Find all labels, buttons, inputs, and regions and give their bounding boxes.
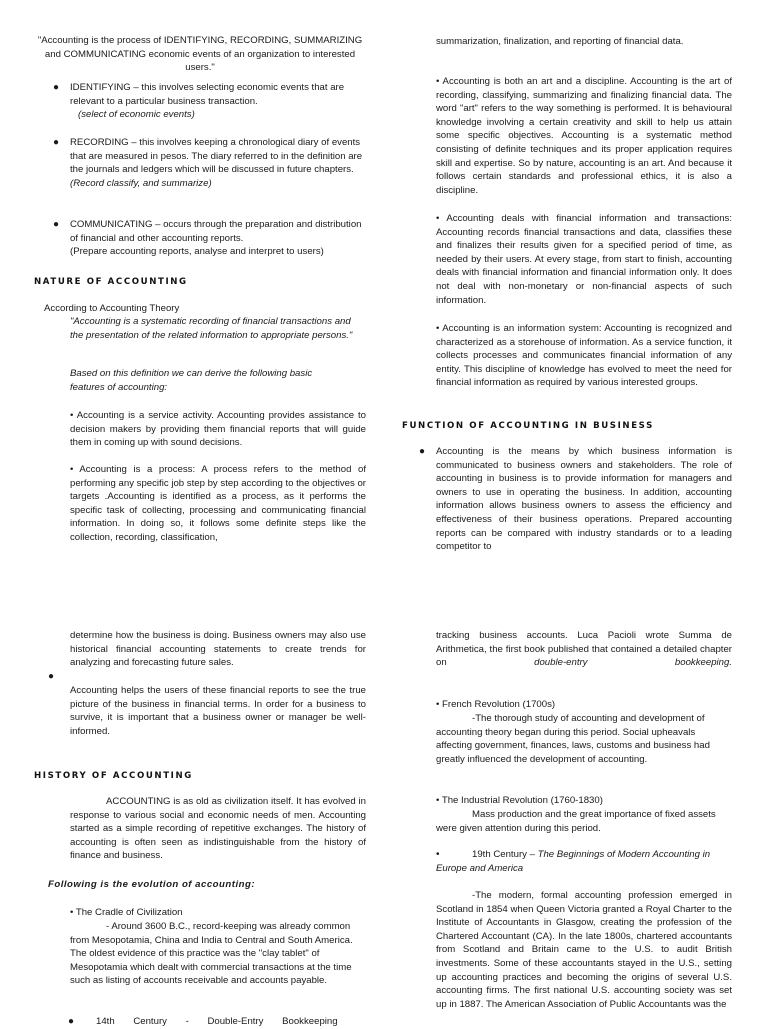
theory-label: According to Accounting Theory	[44, 303, 180, 314]
bullet-dot: ●	[68, 1016, 75, 1027]
evolution-heading: Following is the evolution of accounting:	[48, 879, 256, 890]
determine-text: determine how the business is doing. Business owners may also use historical financial accounting statements to create trends for analyzing and forecasting future sales.	[70, 630, 366, 669]
communicating-item	[70, 218, 366, 259]
pacioli-plain: tracking business accounts. Luca Pacioli wrote Summa de Arithmetica, the first book published that contained a detailed chapter on	[436, 630, 732, 669]
history-heading: HISTORY OF ACCOUNTING	[34, 771, 193, 781]
theory-quote: "Accounting is a systematic recording of financial transactions and the presentation of the related information to appropriate persons."	[70, 316, 353, 341]
bullet-dot: •	[436, 849, 440, 860]
industrial-title: • The Industrial Revolution (1760-1830)	[436, 795, 603, 806]
history-text: ACCOUNTING is as old as civilization itself. It has evolved in response to various social and economic needs of men. Accounting started as a simple recording of repetitive exchanges. The history of accounting is often seen as indistinguishable from the history of finance and business.	[70, 796, 366, 862]
century19-text	[436, 848, 732, 875]
communicating-note: (Prepare accounting reports, analyse and interpret to users)	[70, 246, 324, 258]
bullet-dot: ●	[419, 446, 426, 457]
modern-text: -The modern, formal accounting profession emerged in Scotland in 1854 when Queen Victoria granted a Royal Charter to the Institute of Accountants in Glasgow, creating the profession of the Chartered Accountant (CA). In the late 1800s, chartered accountants from Scotland and Britain came to the U.S. to audit British investments. Some of these accountants stayed in the U.S., setting up accounting practices and becoming the origins of several U.S. accounting firms. The first national U.S. accounting society was set up in 1887. The American Association of Public Accountants was the	[436, 890, 732, 1010]
century19-prefix: 19th Century –	[472, 849, 538, 860]
bullet-dot: ●	[48, 671, 55, 682]
cradle-text: - Around 3600 B.C., record-keeping was already common from Mesopotamia, China and India to Central and South America. The oldest evidence of this practice was the "clay tablet" of Mesopotamia which dealt with commercial transactions at the time such as listing of accounts receivable and accounts payable.	[70, 921, 353, 987]
pacioli-text	[436, 629, 732, 670]
service-activity-text: • Accounting is a service activity. Accounting provides assistance to decision makers by providing them financial reports that will guide them in coming up with sound decisions.	[70, 410, 366, 449]
century19-italic: The Beginnings of Modern Accounting in Europe and America	[436, 849, 711, 874]
recording-item	[70, 136, 366, 190]
process-text: • Accounting is a process: A process refers to the method of performing any specific job step by step according to the objectives or targets .Accounting is identified as a process, as it performs the specific task of collecting, processing and communicating financial information. In doing so, it follows some definite steps like the collection, recording, classification,	[70, 464, 366, 543]
intro-quote: "Accounting is the process of IDENTIFYING, RECORDING, SUMMARIZING and COMMUNICATING economic events of an organization to interested users."	[37, 35, 363, 74]
art-discipline-text: • Accounting is both an art and a discipline. Accounting is the art of recording, classifying, summarizing and finalizing financial data. The word "art" refers to the way something is performed. It is behavioural knowledge involving a certain creativity and skill to help us attain some specific objectives. Accounting is a systematic method consisting of definite techniques and its proper application requires skill and expertise. So by nature, accounting is an art. And because it follows certain standards and professional ethics, it is also a discipline.	[436, 76, 732, 196]
identifying-note: (select of economic events)	[78, 109, 195, 121]
right-continuation-text: summarization, finalization, and reporting of financial data.	[436, 36, 684, 47]
communicating-text: COMMUNICATING – occurs through the preparation and distribution of financial and other accounting reports.	[70, 219, 362, 244]
century14-text: 14th Century - Double-Entry Bookkeeping	[96, 1016, 338, 1027]
financial-info-text: • Accounting deals with financial information and transactions: Accounting records financial transactions and data, classifies these and finalizes their results given for a specified period of time, as needed by their users. At every stage, from start to finish, accounting deals with financial information and financial information only. It does not deal with non-monetary or non-financial aspects of such information.	[436, 213, 732, 306]
bullet-dot: ●	[53, 82, 60, 93]
recording-note: (Record classify, and summarize)	[70, 177, 212, 189]
function-text: Accounting is the means by which business information is communicated to business owners and stakeholders. The role of accounting in business is to provide information for managers and owners to use in operating the business. In addition, accounting information allows business owners to assess the efficiency and effectiveness of their business operations. Prepared accounting reports can be compared with industry standards or to a leading competitor to	[436, 446, 732, 553]
info-system-text: • Accounting is an information system: Accounting is recognized and characterized as a storehouse of information. As a service function, it collects processes and communicates financial information of any entity. This discipline of knowledge has evolved to meet the need for financial information as required by various interested groups.	[436, 323, 732, 389]
recording-text: RECORDING – this involves keeping a chronological diary of events that are measured in pesos. The diary referred to in the definition are the journals and ledgers which will be discussed in future chapters.	[70, 137, 363, 176]
function-heading: FUNCTION OF ACCOUNTING IN BUSINESS	[402, 421, 654, 431]
helps-text: Accounting helps the users of these financial reports to see the true picture of the business in financial terms. In order for a business to survive, it is important that a business owner or manager be well-informed.	[70, 685, 366, 737]
bullet-dot: ●	[53, 219, 60, 230]
bullet-dot: ●	[53, 137, 60, 148]
identifying-text: IDENTIFYING – this involves selecting economic events that are relevant to a particular business transaction.	[70, 82, 345, 107]
french-text: -The thorough study of accounting and development of accounting theory began during this period. Social upheavals affecting government, finances, laws, customs and business had greatly influenced the development of accounting.	[436, 713, 710, 765]
derive-text: Based on this definition we can derive the following basic features of accounting:	[70, 368, 313, 393]
nature-heading: NATURE OF ACCOUNTING	[34, 277, 188, 287]
cradle-title: • The Cradle of Civilization	[70, 907, 183, 918]
french-title: • French Revolution (1700s)	[436, 699, 556, 710]
identifying-item	[70, 81, 366, 122]
industrial-text: Mass production and the great importance of fixed assets were given attention during this period.	[436, 809, 716, 834]
pacioli-italic: double-entry bookkeeping.	[534, 657, 733, 669]
